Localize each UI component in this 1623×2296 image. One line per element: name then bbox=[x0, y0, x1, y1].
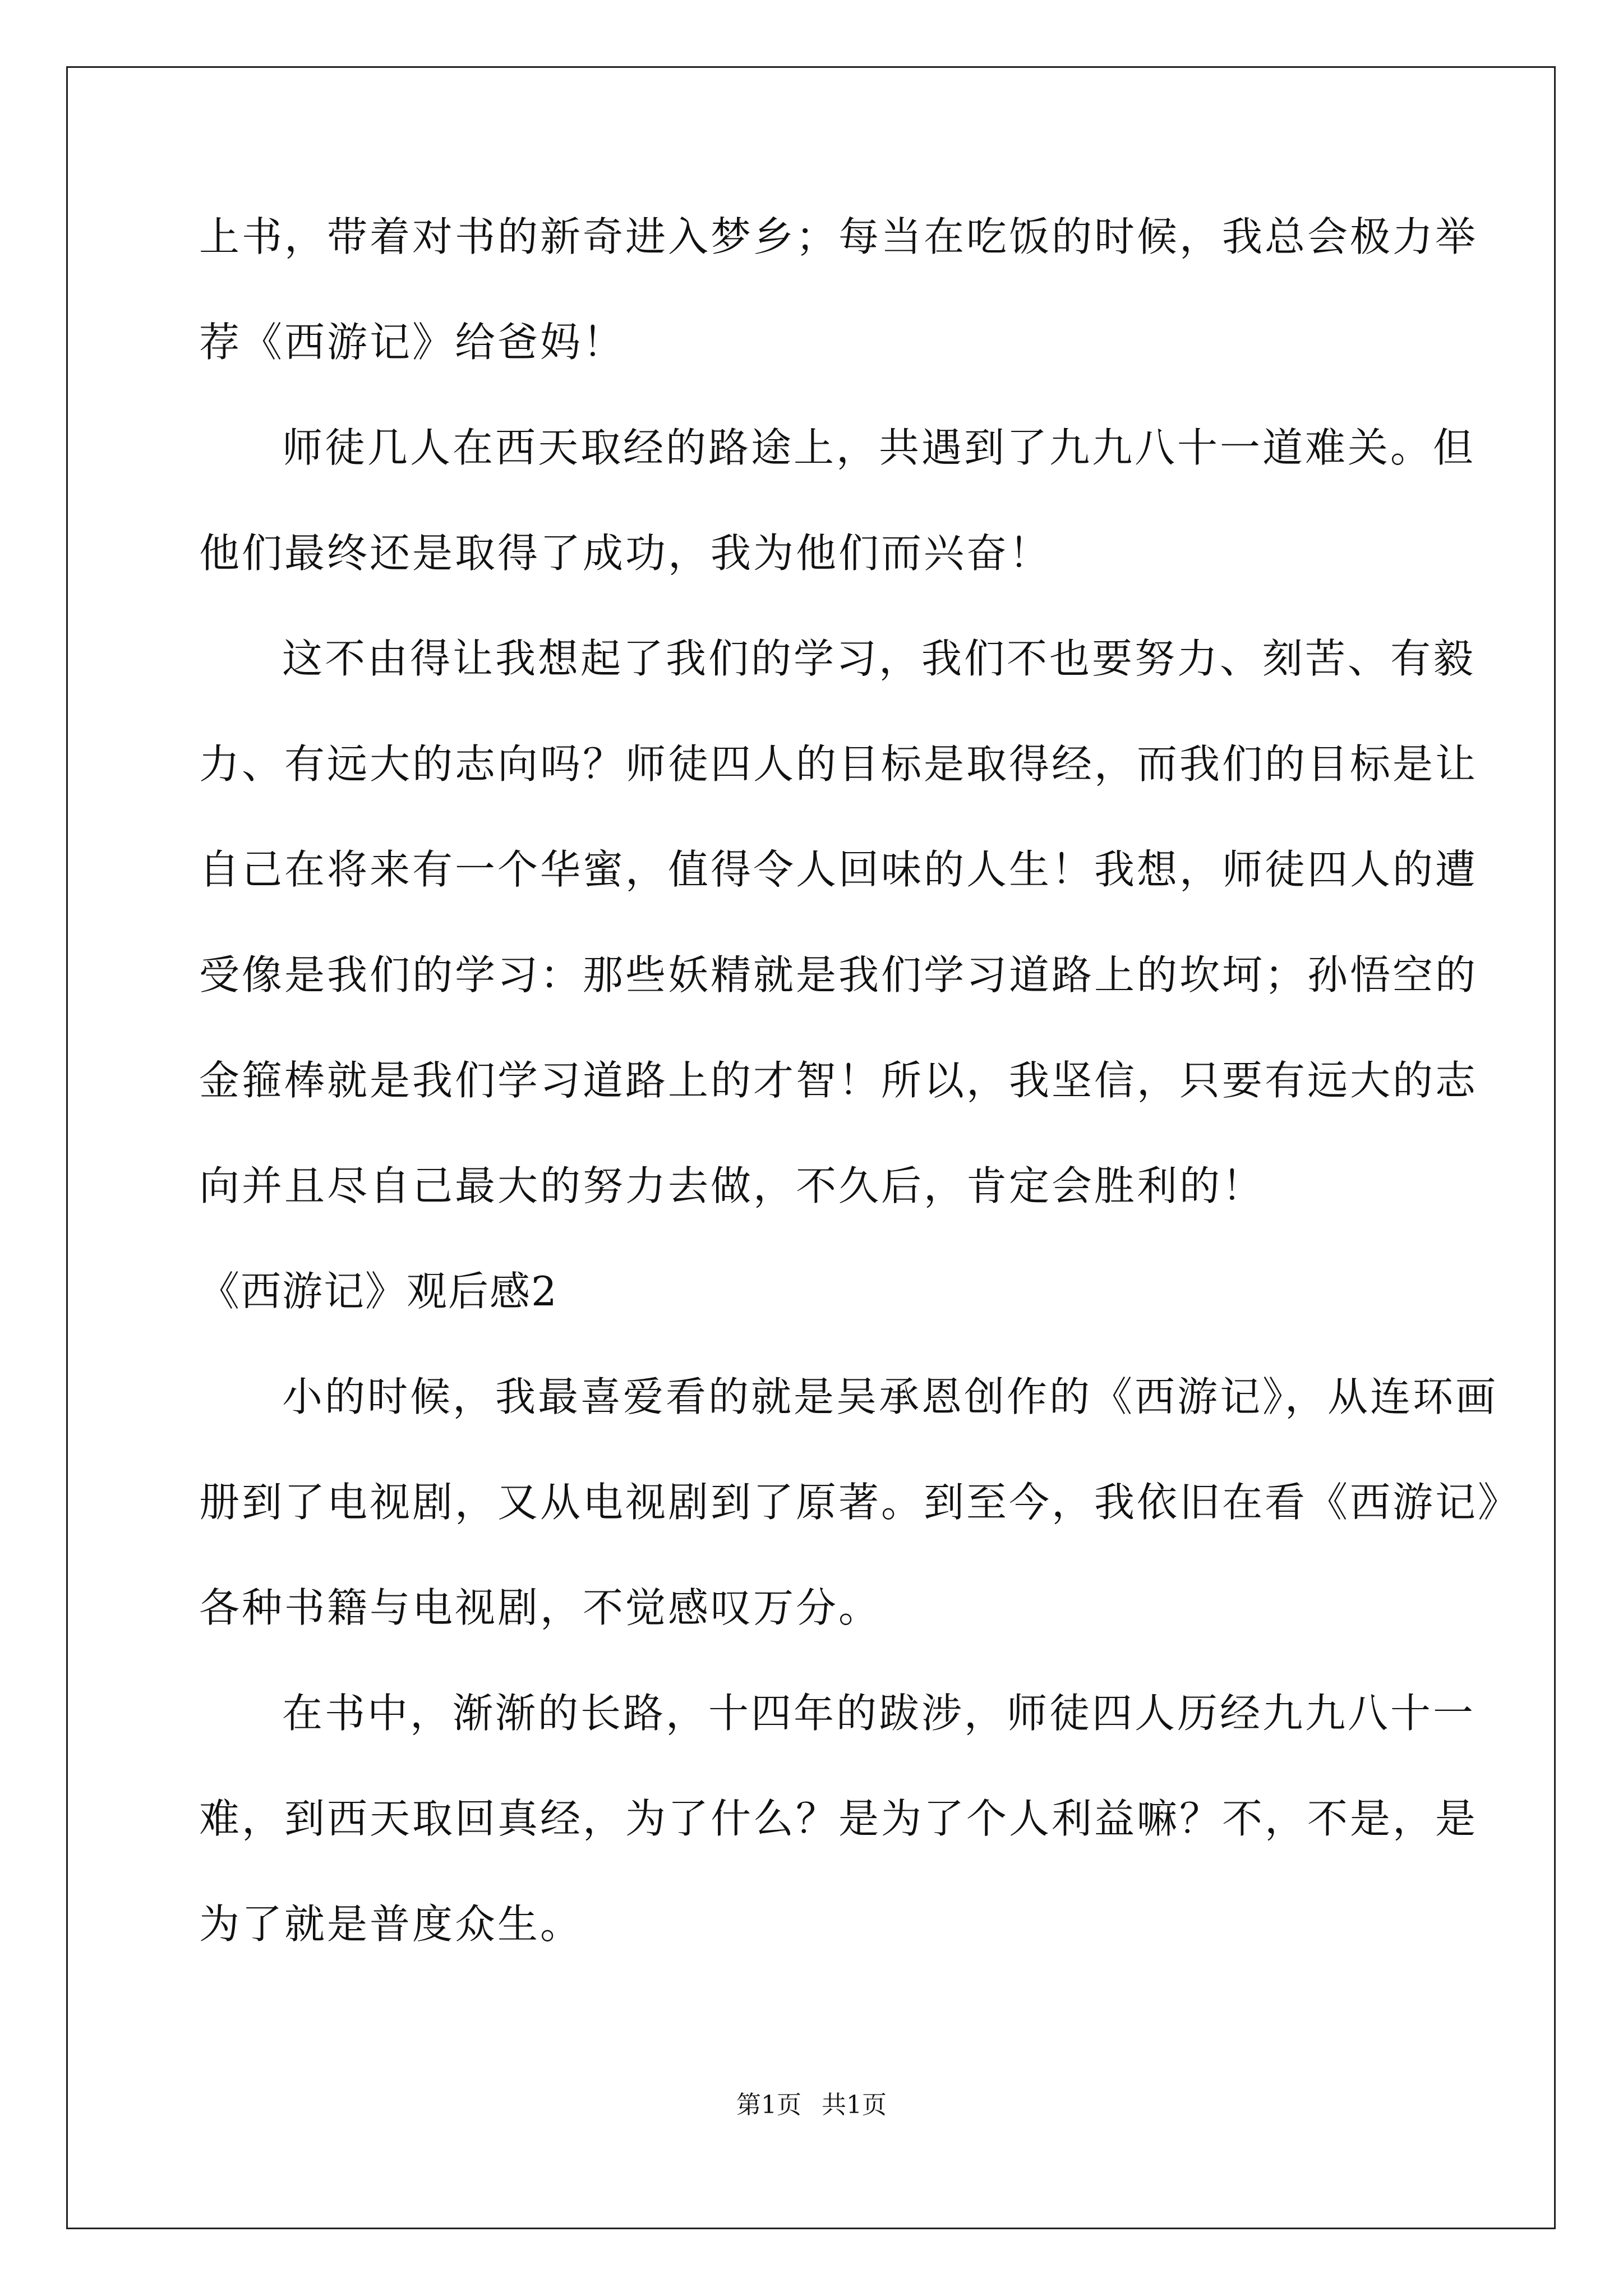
text-line: 金箍棒就是我们学习道路上的才智！所以，我坚信，只要有远大的志 bbox=[199, 1057, 1478, 1104]
text-line: 自己在将来有一个华蜜，值得令人回味的人生！我想，师徒四人的遭 bbox=[199, 846, 1478, 893]
paragraph-start: 小的时候，我最喜爱看的就是吴承恩创作的《西游记》，从连环画 bbox=[282, 1373, 1498, 1420]
text-line: 各种书籍与电视剧，不觉感叹万分。 bbox=[199, 1584, 882, 1631]
text-line: 为了就是普度众生。 bbox=[199, 1901, 583, 1948]
paragraph-start: 师徒几人在西天取经的路途上，共遇到了九九八十一道难关。但 bbox=[282, 424, 1476, 471]
text-line: 向并且尽自己最大的努力去做，不久后，肯定会胜利的！ bbox=[199, 1162, 1265, 1209]
page-total: 共1页 bbox=[822, 2091, 887, 2119]
section-title: 《西游记》观后感2 bbox=[199, 1268, 558, 1315]
text-line: 他们最终还是取得了成功，我为他们而兴奋！ bbox=[199, 530, 1052, 577]
text-line: 受像是我们的学习：那些妖精就是我们学习道路上的坎坷；孙悟空的 bbox=[199, 951, 1478, 999]
text-line: 力、有远大的志向吗？师徒四人的目标是取得经，而我们的目标是让 bbox=[199, 740, 1478, 788]
paragraph-start: 在书中，渐渐的长路，十四年的跋涉，师徒四人历经九九八十一 bbox=[282, 1690, 1476, 1737]
paragraph-start: 这不由得让我想起了我们的学习，我们不也要努力、刻苦、有毅 bbox=[282, 635, 1476, 682]
page-footer bbox=[0, 2093, 1623, 2118]
document-body bbox=[199, 213, 1521, 2009]
text-line: 荐《西游记》给爸妈！ bbox=[199, 319, 626, 366]
text-line: 难，到西天取回真经，为了什么？是为了个人利益嘛？不，不是，是 bbox=[199, 1795, 1478, 1842]
page-number: 第1页 bbox=[736, 2091, 801, 2119]
text-line: 上书，带着对书的新奇进入梦乡；每当在吃饭的时候，我总会极力举 bbox=[199, 213, 1478, 260]
text-line: 册到了电视剧，又从电视剧到了原著。到至今，我依旧在看《西游记》 bbox=[199, 1479, 1521, 1526]
